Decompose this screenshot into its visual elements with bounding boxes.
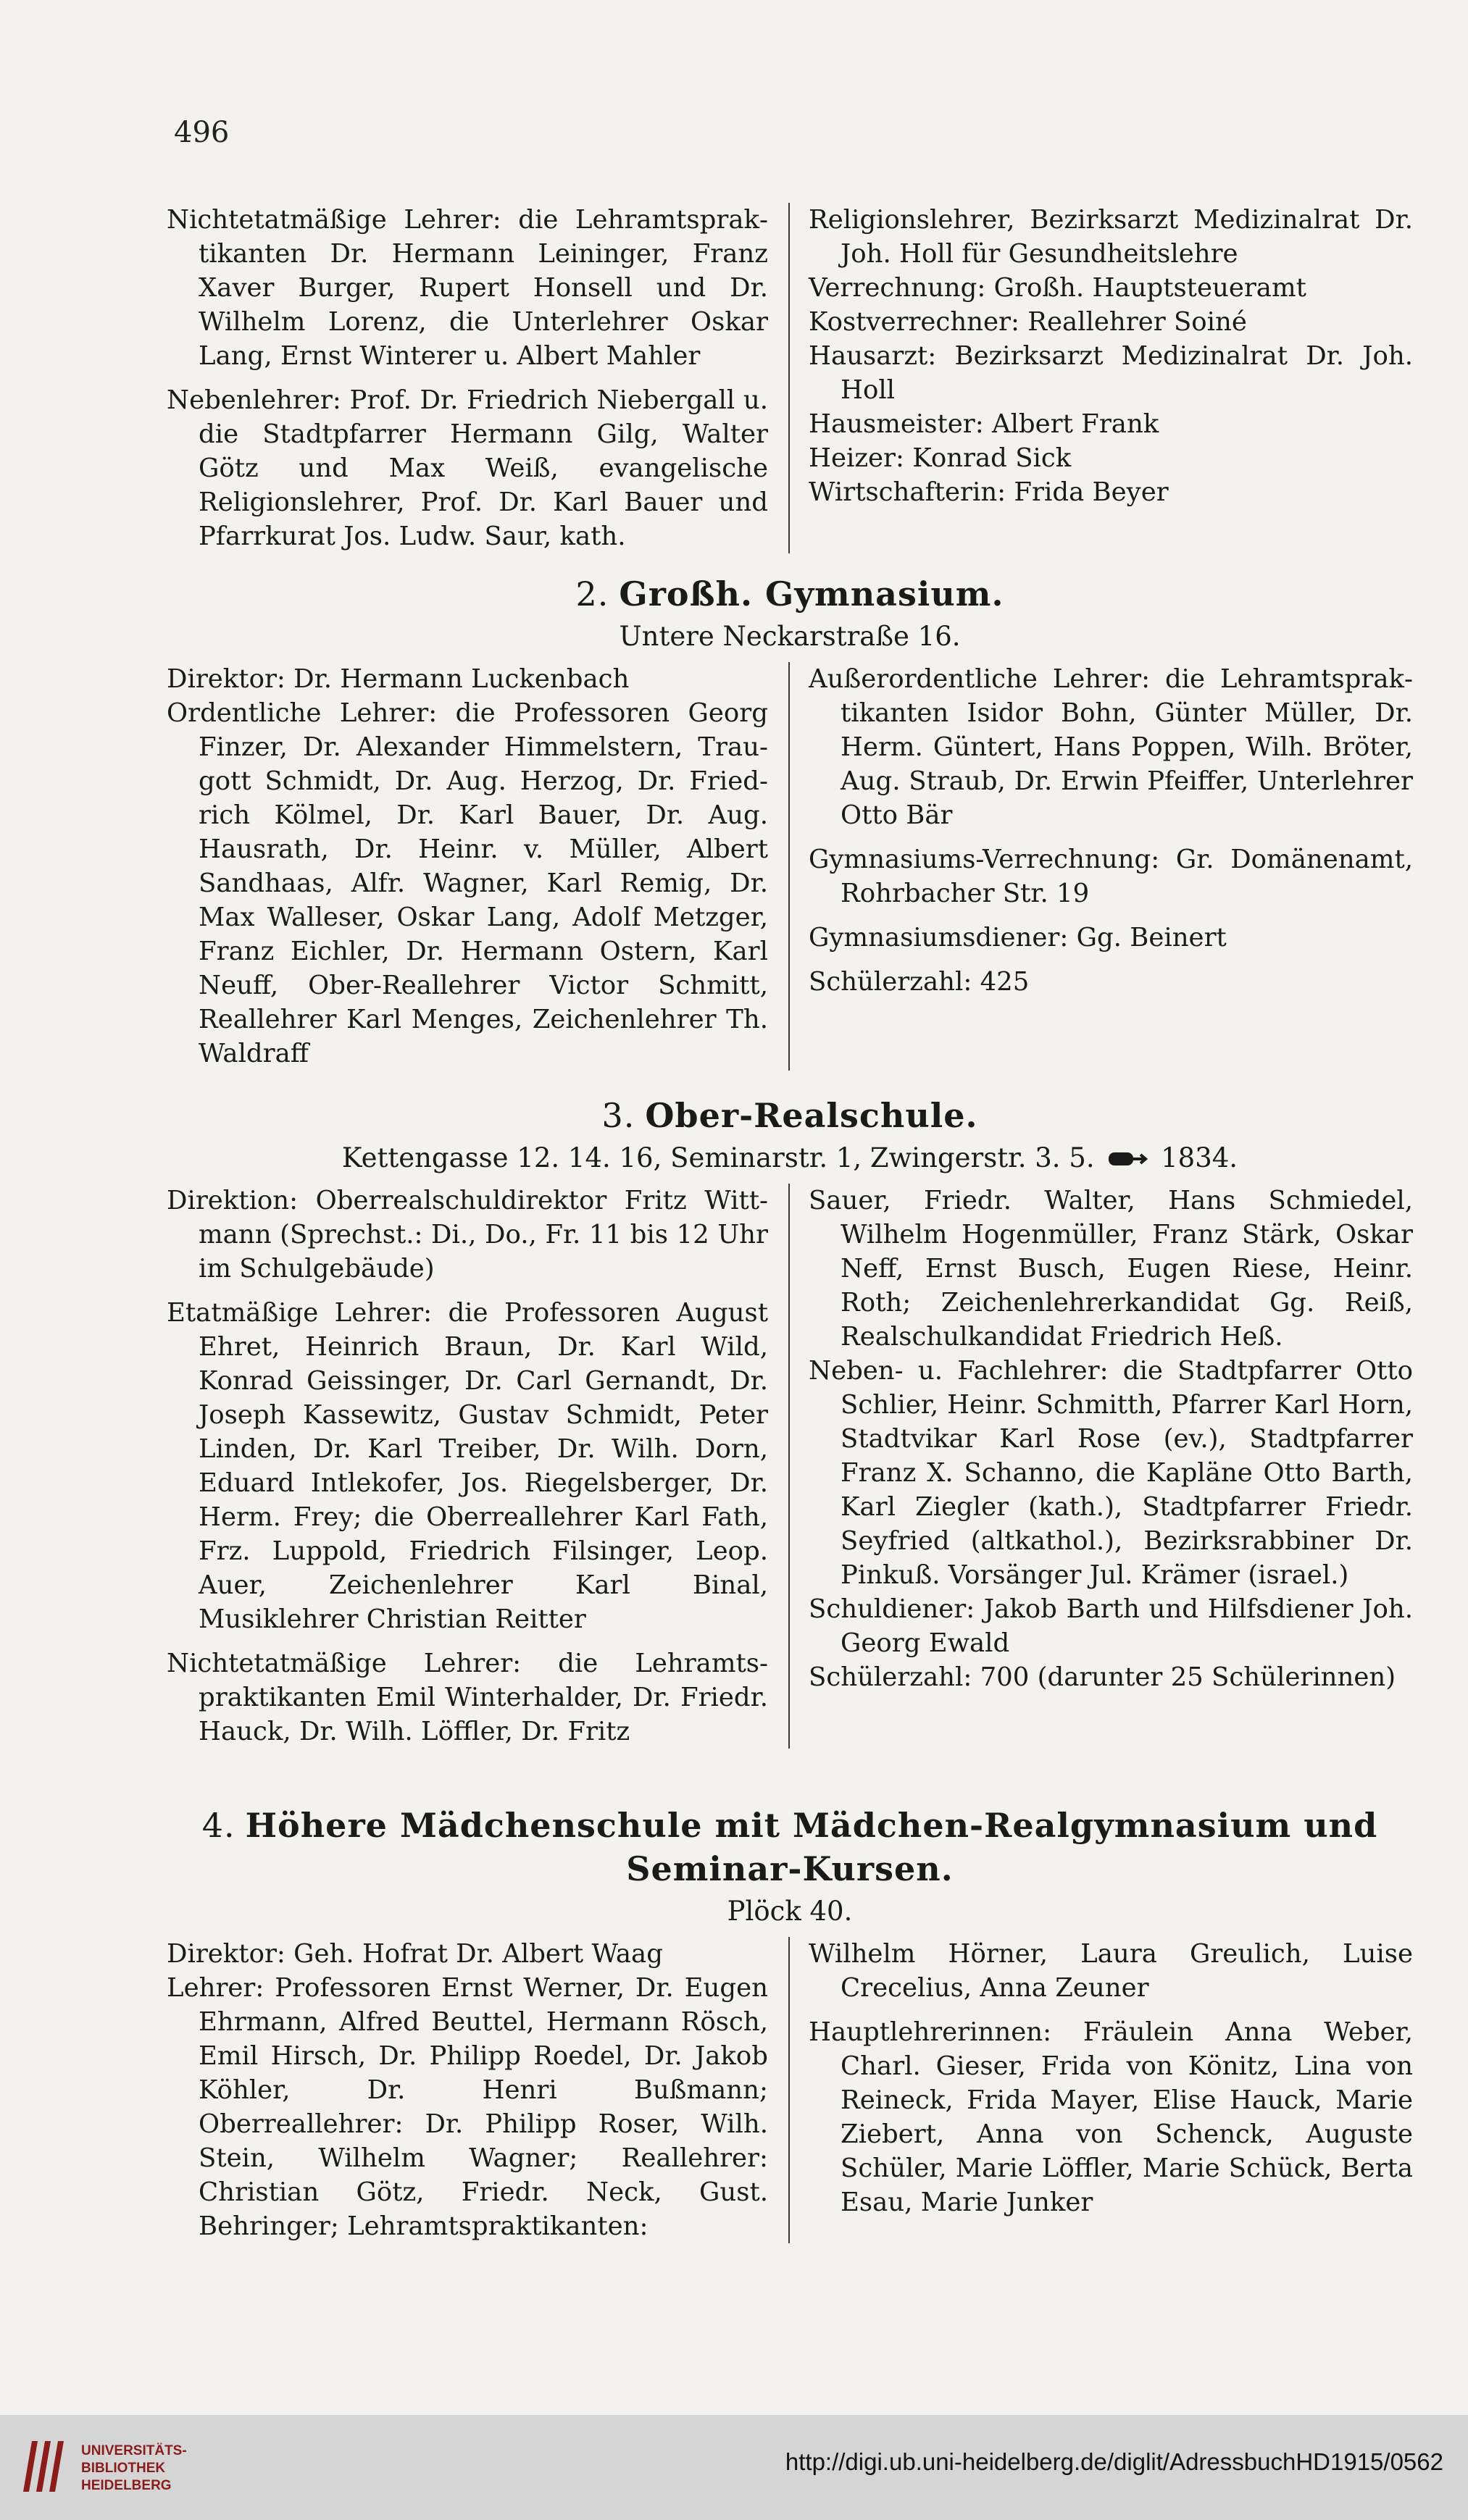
phone-number: 1834. [1161, 1142, 1238, 1173]
entry: Direktor: Dr. Hermann Luckenbach [167, 664, 630, 694]
section-1 [167, 203, 1413, 553]
section-3 [167, 1094, 1413, 1749]
entry: Neben- u. Fachlehrer: die Stadtpfarrer Otto Schlier, Heinr. Schmitth, Pfarrer Karl Horn, Stadtvikar Karl Rose (ev.), Stadtpfarrer Franz X. Schanno, die Kapläne Otto Barth, Karl Ziegler (kath.), Stadtpfarrer Friedr. Seyfried (altkathol.), Bezirksrabbiner Dr. Pinkuß. Vorsänger Jul. Krämer (israel.) [809, 1356, 1413, 1590]
section-address: Plöck 40. [727, 1896, 853, 1927]
entry: Etatmäßige Lehrer: die Professoren August Ehret, Heinrich Braun, Dr. Karl Wild, Konrad Geissinger, Dr. Carl Gernandt, Dr. Joseph Kassewitz, Gustav Schmidt, Peter Linden, Dr. Karl Treiber, Dr. Wilh. Dorn, Eduard Intlekofer, Jos. Riegelsberger, Dr. Herm. Frey; die Oberreallehrer Karl Fath, Frz. Luppold, Friedrich Filsinger, Leop. Auer, Zeichenlehrer Karl Binal, Musiklehrer Christian Reitter [167, 1298, 768, 1634]
entry: Außerordentliche Lehrer: die Lehramtspraktikanten Isidor Bohn, Günter Müller, Dr. Herm. Güntert, Hans Poppen, Wilh. Bröter, Aug. Straub, Dr. Erwin Pfeiffer, Unterlehrer Otto Bär [809, 664, 1413, 830]
entry: Heizer: Konrad Sick [809, 443, 1072, 473]
entry: Schülerzahl: 700 (darunter 25 Schülerinnen) [809, 1662, 1396, 1692]
section-3-left-column [167, 1184, 790, 1749]
entry: Gymnasiums-Verrechnung: Gr. Domänenamt, Rohrbacher Str. 19 [809, 845, 1413, 908]
entry: Kostverrechner: Reallehrer Soiné [809, 307, 1247, 337]
source-url-link[interactable]: http://digi.ub.uni-heidelberg.de/diglit/AdressbuchHD1915/0562 [785, 2448, 1443, 2475]
entry: Sauer, Friedr. Walter, Hans Schmiedel, Wilhelm Hogenmüller, Franz Stärk, Oskar Neff, Ernst Busch, Eugen Riese, Heinr. Roth; Zeichenlehrerkandidat Gg. Reiß, Realschulkandidat Friedrich Heß. [809, 1186, 1413, 1352]
entry: Ordentliche Lehrer: die Professoren Georg Finzer, Dr. Alexander Himmelstern, Traugott Schmidt, Dr. Aug. Herzog, Dr. Friedrich Kölmel, Dr. Karl Bauer, Dr. Aug. Hausrath, Dr. Heinr. v. Müller, Albert Sandhaas, Alfr. Wagner, Karl Remig, Dr. Max Walleser, Oskar Lang, Adolf Metzger, Franz Eichler, Dr. Hermann Ostern, Karl Neuff, Ober-Reallehrer Victor Schmitt, Reallehrer Karl Menges, Zeichenlehrer Th. Waldraff [167, 698, 768, 1068]
entry: Verrechnung: Großh. Hauptsteueramt [809, 273, 1306, 303]
section-3-right-column [790, 1184, 1413, 1749]
section-address: Untere Neckarstraße 16. [619, 621, 961, 652]
address-text: Kettengasse 12. 14. 16, Seminarstr. 1, Zwingerstr. 3. 5. [341, 1142, 1095, 1173]
section-2-left-column [167, 662, 790, 1071]
section-2-right-column [790, 662, 1413, 1071]
section-address [167, 1140, 1413, 1176]
section-4-left-column [167, 1937, 790, 2243]
entry: Gymnasiumsdiener: Gg. Beinert [809, 923, 1227, 953]
entry: Hauptlehrerinnen: Fräulein Anna Weber, Charl. Gieser, Frida von Könitz, Lina von Reineck, Frida Mayer, Elise Hauck, Marie Ziebert, Anna von Schenck, Auguste Schüler, Marie Löffler, Marie Schück, Berta Esau, Marie Junker [809, 2017, 1413, 2217]
section-2 [167, 572, 1413, 1071]
university-library-logo-icon [16, 2434, 74, 2499]
entry: Schuldiener: Jakob Barth und Hilfsdiener Joh. Georg Ewald [809, 1594, 1413, 1658]
entry: Wirtschafterin: Frida Beyer [809, 477, 1169, 507]
entry: Wilhelm Hörner, Laura Greulich, Luise Crecelius, Anna Zeuner [809, 1939, 1413, 2003]
entry: Religionslehrer, Bezirksarzt Medizinalrat Dr. Joh. Holl für Gesundheitslehre [809, 205, 1413, 269]
section-4-right-column [790, 1937, 1413, 2243]
entry: Direktion: Oberrealschuldirektor Fritz Wittmann (Sprechst.: Di., Do., Fr. 11 bis 12 Uhr im Schulgebäude) [167, 1186, 768, 1284]
entry: Nebenlehrer: Prof. Dr. Friedrich Niebergall u. die Stadtpfarrer Hermann Gilg, Walter Götz und Max Weiß, evangelische Religionslehrer, Prof. Dr. Karl Bauer und Pfarrkurat Jos. Ludw. Saur, kath. [167, 385, 768, 551]
entry: Nichtetatmäßige Lehrer: die Lehramtspraktikanten Emil Winterhalder, Dr. Friedr. Hauck, Dr. Wilh. Löffler, Dr. Fritz [167, 1649, 768, 1746]
section-1-left-column [167, 203, 790, 553]
entry: Direktor: Geh. Hofrat Dr. Albert Waag [167, 1939, 663, 1969]
entry: Schülerzahl: 425 [809, 967, 1030, 997]
entry: Nichtetatmäßige Lehrer: die Lehramtspraktikanten Dr. Hermann Leininger, Franz Xaver Burger, Rupert Honsell und Dr. Wilhelm Lorenz, die Unterlehrer Oskar Lang, Ernst Winterer u. Albert Mahler [167, 205, 768, 371]
entry: Lehrer: Professoren Ernst Werner, Dr. Eugen Ehrmann, Alfred Beuttel, Hermann Rösch, Emil Hirsch, Dr. Philipp Roedel, Dr. Jakob Köhler, Dr. Henri Bußmann; Oberreallehrer: Dr. Philipp Roser, Wilh. Stein, Wilhelm Wagner; Reallehrer: Christian Götz, Friedr. Neck, Gust. Behringer; Lehramtspraktikanten: [167, 1973, 768, 2241]
digitization-footer [0, 2415, 1468, 2520]
entry: Hausmeister: Albert Frank [809, 409, 1159, 439]
section-heading: 2. Großh. Gymnasium. [575, 574, 1004, 614]
section-1-right-column [790, 203, 1413, 553]
section-heading: 4. Höhere Mädchenschule mit Mädchen-Realgymnasium und Seminar-Kursen. [201, 1806, 1378, 1888]
section-heading: 3. Ober-Realschule. [601, 1096, 978, 1135]
section-4 [167, 1804, 1413, 2243]
page-number: 496 [174, 116, 230, 149]
library-name: UNIVERSITÄTS- BIBLIOTHEK HEIDELBERG [81, 2443, 187, 2493]
telephone-icon [1107, 1148, 1148, 1170]
entry: Hausarzt: Bezirksarzt Medizinalrat Dr. Joh. Holl [809, 341, 1413, 405]
